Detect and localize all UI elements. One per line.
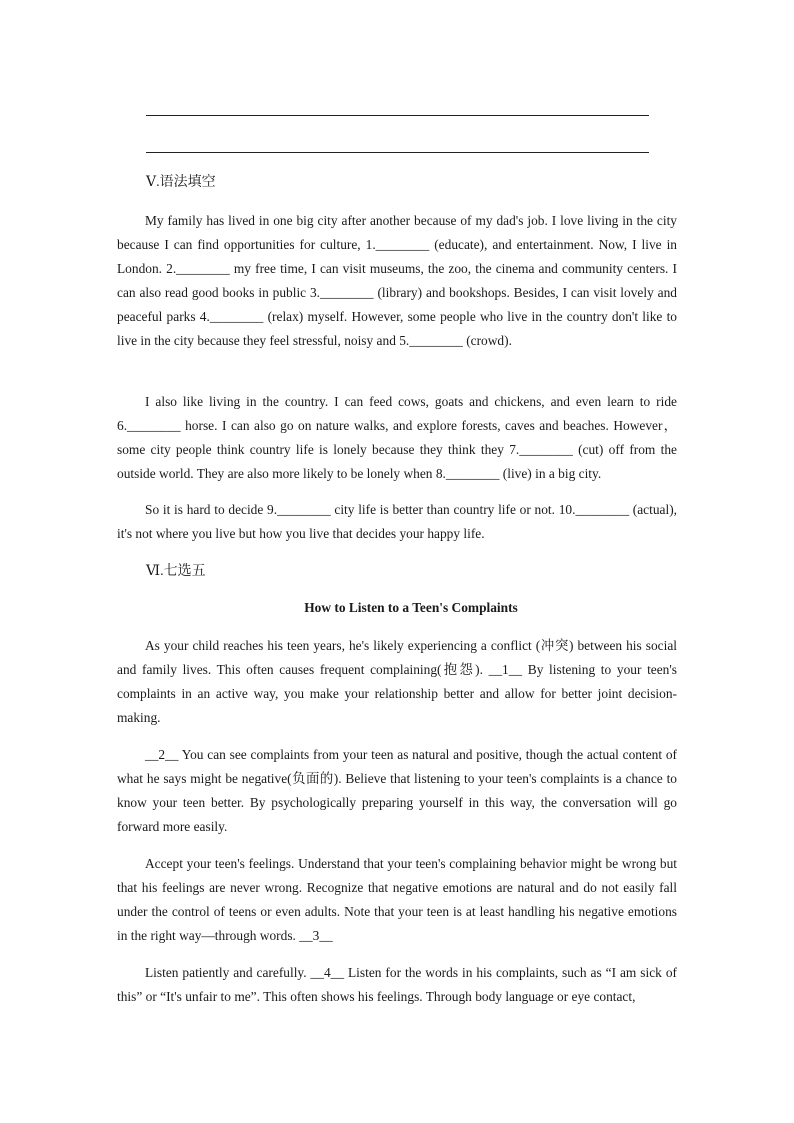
- answer-line-1: [146, 115, 649, 116]
- passage-title: How to Listen to a Teen's Complaints: [304, 600, 518, 615]
- reading-paragraph-1: As your child reaches his teen years, he's likely experiencing a conflict (冲突) between his social and family lives. This often causes frequent complaining(抱怨). __1__ By listening to your teen's complaints in an active way, you make your relationship better and allow for better joint decision-making.: [117, 638, 677, 725]
- reading-paragraph-2: __2__ You can see complaints from your teen as natural and positive, though the actual content of what he says might be negative(负面的). Believe that listening to your teen's complaints is a chance to know your teen better. By psychologically preparing yourself in this way, the conversation will go forward more easily.: [117, 747, 677, 834]
- section-heading-seven-choose-five: Ⅵ.七选五: [146, 564, 206, 579]
- grammar-paragraph-3: So it is hard to decide 9.________ city life is better than country life or not. 10.________ (actual), it's not where you live but how you live that decides your happy life.: [117, 502, 677, 541]
- section-heading-grammar: Ⅴ.语法填空: [146, 175, 216, 190]
- grammar-paragraph-2: I also like living in the country. I can feed cows, goats and chickens, and even learn to ride 6.________ horse. I can also go on nature walks, and explore forests, caves and beaches. However，some city people think country life is lonely because they think they 7.________ (cut) off from the outside world. They are also more likely to be lonely when 8.________ (live) in a big city.: [117, 394, 677, 481]
- reading-paragraph-4: Listen patiently and carefully. __4__ Listen for the words in his complaints, such as “I am sick of this” or “It's unfair to me”. This often shows his feelings. Through body language or eye contact,: [117, 965, 677, 1004]
- answer-line-2: [146, 152, 649, 153]
- reading-paragraph-3: Accept your teen's feelings. Understand that your teen's complaining behavior might be wrong but that his feelings are never wrong. Recognize that negative emotions are natural and do not easily fall under the control of teens or even adults. Note that your teen is at least handling his negative emotions in the right way—through words. __3__: [117, 856, 677, 943]
- grammar-paragraph-1: My family has lived in one big city after another because of my dad's job. I love living in the city because I can find opportunities for culture, 1.________ (educate), and entertainment. Now, I live in London. 2.________ my free time, I can visit museums, the zoo, the cinema and community centers. I can also read good books in public 3.________ (library) and bookshops. Besides, I can visit lovely and peaceful parks 4.________ (relax) myself. However, some people who live in the country don't like to live in the city because they feel stressful, noisy and 5.________ (crowd).: [117, 213, 677, 348]
